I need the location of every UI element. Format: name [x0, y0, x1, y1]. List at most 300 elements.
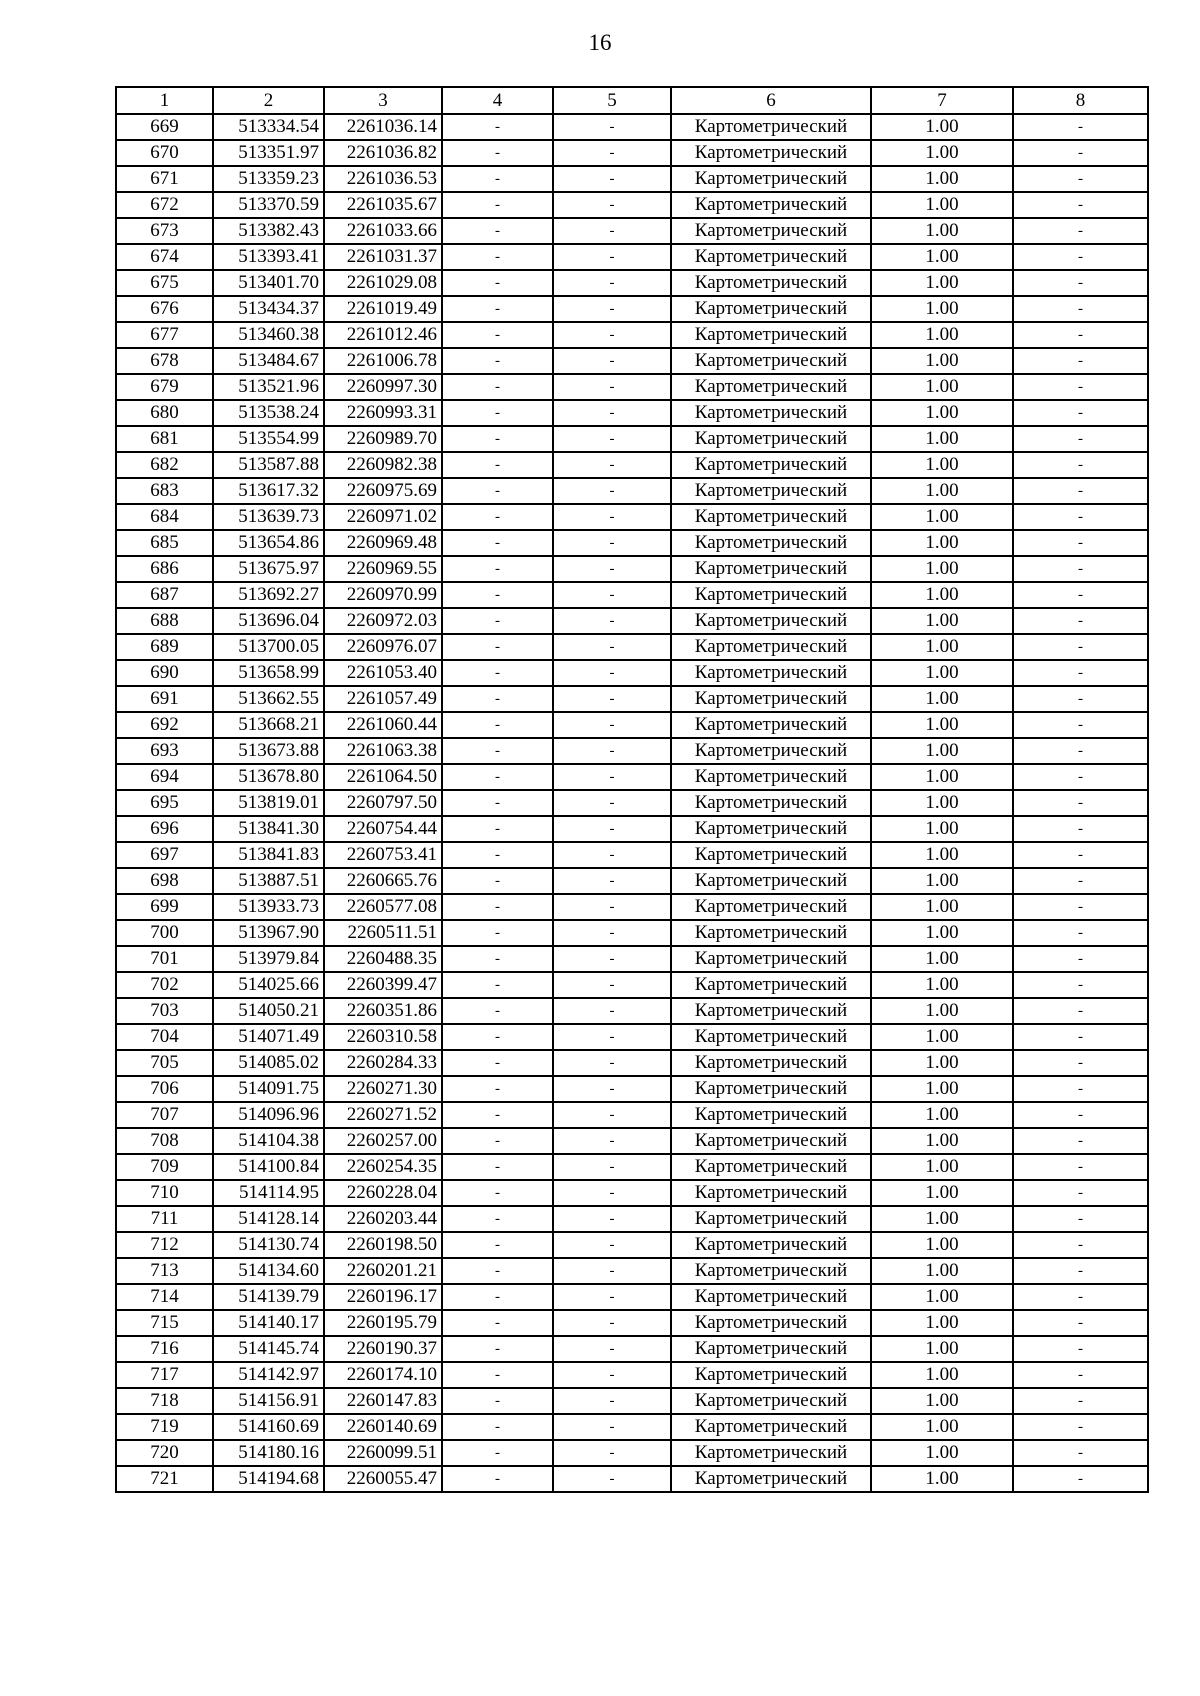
cell-accuracy: 1.00 — [871, 816, 1013, 842]
table-row — [116, 946, 1148, 972]
cell-col-8: - — [1013, 400, 1148, 426]
cell-col-5: - — [553, 1258, 671, 1284]
cell-point-number: 718 — [116, 1388, 213, 1414]
cell-coord-y: 2260147.83 — [324, 1388, 442, 1414]
cell-col-8: - — [1013, 504, 1148, 530]
cell-col-4: - — [442, 114, 553, 140]
table-row — [116, 426, 1148, 452]
table-row — [116, 1154, 1148, 1180]
cell-coord-x: 513841.83 — [213, 842, 324, 868]
column-header: 7 — [871, 87, 1013, 114]
cell-coord-y: 2261064.50 — [324, 764, 442, 790]
cell-point-number: 681 — [116, 426, 213, 452]
cell-method: Картометрический — [671, 244, 871, 270]
cell-col-5: - — [553, 1076, 671, 1102]
cell-point-number: 695 — [116, 790, 213, 816]
cell-col-4: - — [442, 322, 553, 348]
cell-method: Картометрический — [671, 452, 871, 478]
cell-col-8: - — [1013, 1206, 1148, 1232]
cell-col-5: - — [553, 738, 671, 764]
cell-coord-y: 2260982.38 — [324, 452, 442, 478]
cell-col-5: - — [553, 816, 671, 842]
table-row — [116, 192, 1148, 218]
cell-point-number: 717 — [116, 1362, 213, 1388]
cell-coord-y: 2261029.08 — [324, 270, 442, 296]
cell-method: Картометрический — [671, 1440, 871, 1466]
cell-col-4: - — [442, 1180, 553, 1206]
cell-accuracy: 1.00 — [871, 140, 1013, 166]
cell-col-4: - — [442, 504, 553, 530]
cell-accuracy: 1.00 — [871, 114, 1013, 140]
cell-accuracy: 1.00 — [871, 634, 1013, 660]
table-row — [116, 1024, 1148, 1050]
cell-col-5: - — [553, 1180, 671, 1206]
cell-coord-x: 513678.80 — [213, 764, 324, 790]
cell-col-5: - — [553, 166, 671, 192]
cell-point-number: 688 — [116, 608, 213, 634]
cell-method: Картометрический — [671, 1050, 871, 1076]
cell-coord-x: 513819.01 — [213, 790, 324, 816]
table-row — [116, 452, 1148, 478]
cell-accuracy: 1.00 — [871, 244, 1013, 270]
table-row — [116, 1466, 1148, 1492]
cell-method: Картометрический — [671, 816, 871, 842]
table-row — [116, 1232, 1148, 1258]
cell-accuracy: 1.00 — [871, 1154, 1013, 1180]
cell-accuracy: 1.00 — [871, 530, 1013, 556]
cell-coord-x: 514134.60 — [213, 1258, 324, 1284]
cell-point-number: 702 — [116, 972, 213, 998]
cell-col-5: - — [553, 686, 671, 712]
cell-col-5: - — [553, 1414, 671, 1440]
cell-coord-x: 513639.73 — [213, 504, 324, 530]
cell-accuracy: 1.00 — [871, 686, 1013, 712]
cell-col-8: - — [1013, 452, 1148, 478]
cell-coord-y: 2260228.04 — [324, 1180, 442, 1206]
cell-col-5: - — [553, 400, 671, 426]
cell-col-5: - — [553, 998, 671, 1024]
cell-col-4: - — [442, 1076, 553, 1102]
cell-col-8: - — [1013, 244, 1148, 270]
table-row — [116, 1310, 1148, 1336]
cell-point-number: 712 — [116, 1232, 213, 1258]
cell-coord-y: 2260310.58 — [324, 1024, 442, 1050]
cell-col-4: - — [442, 218, 553, 244]
cell-coord-x: 513662.55 — [213, 686, 324, 712]
cell-method: Картометрический — [671, 1076, 871, 1102]
table-body — [116, 114, 1148, 1492]
cell-accuracy: 1.00 — [871, 192, 1013, 218]
cell-point-number: 670 — [116, 140, 213, 166]
cell-col-4: - — [442, 478, 553, 504]
cell-accuracy: 1.00 — [871, 894, 1013, 920]
cell-coord-y: 2260753.41 — [324, 842, 442, 868]
cell-col-5: - — [553, 1362, 671, 1388]
cell-coord-y: 2260797.50 — [324, 790, 442, 816]
cell-col-8: - — [1013, 322, 1148, 348]
table-row — [116, 322, 1148, 348]
cell-coord-x: 514145.74 — [213, 1336, 324, 1362]
cell-method: Картометрический — [671, 1336, 871, 1362]
cell-coord-y: 2260257.00 — [324, 1128, 442, 1154]
cell-coord-x: 514091.75 — [213, 1076, 324, 1102]
cell-method: Картометрический — [671, 790, 871, 816]
cell-col-4: - — [442, 790, 553, 816]
cell-point-number: 699 — [116, 894, 213, 920]
cell-col-8: - — [1013, 868, 1148, 894]
cell-col-4: - — [442, 816, 553, 842]
cell-col-4: - — [442, 374, 553, 400]
table-row — [116, 764, 1148, 790]
cell-coord-x: 514096.96 — [213, 1102, 324, 1128]
cell-col-4: - — [442, 244, 553, 270]
cell-coord-x: 514130.74 — [213, 1232, 324, 1258]
cell-method: Картометрический — [671, 998, 871, 1024]
cell-accuracy: 1.00 — [871, 400, 1013, 426]
table-row — [116, 504, 1148, 530]
cell-col-8: - — [1013, 1466, 1148, 1492]
table-row — [116, 868, 1148, 894]
cell-col-4: - — [442, 660, 553, 686]
cell-col-8: - — [1013, 1336, 1148, 1362]
cell-method: Картометрический — [671, 946, 871, 972]
table-row — [116, 1362, 1148, 1388]
cell-method: Картометрический — [671, 400, 871, 426]
cell-col-4: - — [442, 1258, 553, 1284]
cell-point-number: 706 — [116, 1076, 213, 1102]
cell-accuracy: 1.00 — [871, 868, 1013, 894]
cell-coord-y: 2261060.44 — [324, 712, 442, 738]
cell-method: Картометрический — [671, 660, 871, 686]
table-row — [116, 1206, 1148, 1232]
cell-col-4: - — [442, 1024, 553, 1050]
cell-col-4: - — [442, 1232, 553, 1258]
cell-accuracy: 1.00 — [871, 712, 1013, 738]
cell-col-5: - — [553, 894, 671, 920]
cell-coord-y: 2260271.52 — [324, 1102, 442, 1128]
cell-col-5: - — [553, 556, 671, 582]
cell-coord-x: 513654.86 — [213, 530, 324, 556]
cell-accuracy: 1.00 — [871, 608, 1013, 634]
cell-point-number: 693 — [116, 738, 213, 764]
cell-col-8: - — [1013, 1102, 1148, 1128]
table-row — [116, 712, 1148, 738]
cell-point-number: 687 — [116, 582, 213, 608]
cell-col-4: - — [442, 1206, 553, 1232]
cell-point-number: 704 — [116, 1024, 213, 1050]
cell-col-8: - — [1013, 686, 1148, 712]
cell-accuracy: 1.00 — [871, 426, 1013, 452]
table-row — [116, 296, 1148, 322]
cell-point-number: 715 — [116, 1310, 213, 1336]
cell-col-4: - — [442, 1440, 553, 1466]
cell-coord-x: 513554.99 — [213, 426, 324, 452]
cell-method: Картометрический — [671, 634, 871, 660]
cell-coord-x: 513434.37 — [213, 296, 324, 322]
cell-method: Картометрический — [671, 348, 871, 374]
table-row — [116, 1336, 1148, 1362]
cell-coord-y: 2261019.49 — [324, 296, 442, 322]
cell-col-5: - — [553, 296, 671, 322]
cell-coord-x: 514128.14 — [213, 1206, 324, 1232]
cell-coord-x: 514114.95 — [213, 1180, 324, 1206]
cell-accuracy: 1.00 — [871, 348, 1013, 374]
cell-accuracy: 1.00 — [871, 920, 1013, 946]
cell-col-8: - — [1013, 1076, 1148, 1102]
cell-col-8: - — [1013, 478, 1148, 504]
cell-col-4: - — [442, 842, 553, 868]
cell-col-8: - — [1013, 1258, 1148, 1284]
cell-accuracy: 1.00 — [871, 1258, 1013, 1284]
cell-point-number: 685 — [116, 530, 213, 556]
cell-accuracy: 1.00 — [871, 270, 1013, 296]
cell-col-8: - — [1013, 816, 1148, 842]
table-row — [116, 556, 1148, 582]
cell-method: Картометрический — [671, 1388, 871, 1414]
cell-col-5: - — [553, 244, 671, 270]
table-header-row — [116, 87, 1148, 114]
cell-col-8: - — [1013, 1414, 1148, 1440]
cell-col-4: - — [442, 894, 553, 920]
cell-accuracy: 1.00 — [871, 946, 1013, 972]
cell-col-4: - — [442, 1466, 553, 1492]
table-row — [116, 1128, 1148, 1154]
cell-col-8: - — [1013, 1128, 1148, 1154]
cell-col-8: - — [1013, 1050, 1148, 1076]
cell-col-5: - — [553, 712, 671, 738]
cell-col-8: - — [1013, 1180, 1148, 1206]
cell-coord-x: 513668.21 — [213, 712, 324, 738]
cell-point-number: 671 — [116, 166, 213, 192]
cell-accuracy: 1.00 — [871, 322, 1013, 348]
cell-point-number: 689 — [116, 634, 213, 660]
cell-method: Картометрический — [671, 530, 871, 556]
cell-col-5: - — [553, 1440, 671, 1466]
cell-point-number: 673 — [116, 218, 213, 244]
cell-col-8: - — [1013, 972, 1148, 998]
cell-method: Картометрический — [671, 1024, 871, 1050]
cell-method: Картометрический — [671, 504, 871, 530]
cell-method: Картометрический — [671, 972, 871, 998]
cell-method: Картометрический — [671, 1258, 871, 1284]
cell-method: Картометрический — [671, 1466, 871, 1492]
table-row — [116, 400, 1148, 426]
column-header: 3 — [324, 87, 442, 114]
cell-method: Картометрический — [671, 738, 871, 764]
cell-accuracy: 1.00 — [871, 1284, 1013, 1310]
table-row — [116, 270, 1148, 296]
cell-col-4: - — [442, 296, 553, 322]
table-row — [116, 1076, 1148, 1102]
cell-point-number: 686 — [116, 556, 213, 582]
cell-col-8: - — [1013, 530, 1148, 556]
cell-point-number: 676 — [116, 296, 213, 322]
cell-col-5: - — [553, 374, 671, 400]
cell-coord-y: 2260665.76 — [324, 868, 442, 894]
cell-coord-x: 513841.30 — [213, 816, 324, 842]
cell-accuracy: 1.00 — [871, 738, 1013, 764]
cell-point-number: 669 — [116, 114, 213, 140]
table-row — [116, 1180, 1148, 1206]
column-header: 8 — [1013, 87, 1148, 114]
cell-col-5: - — [553, 634, 671, 660]
cell-col-4: - — [442, 920, 553, 946]
cell-coord-y: 2260972.03 — [324, 608, 442, 634]
cell-accuracy: 1.00 — [871, 764, 1013, 790]
cell-coord-y: 2260997.30 — [324, 374, 442, 400]
cell-col-4: - — [442, 972, 553, 998]
cell-coord-y: 2260055.47 — [324, 1466, 442, 1492]
cell-col-4: - — [442, 452, 553, 478]
cell-coord-y: 2260254.35 — [324, 1154, 442, 1180]
cell-accuracy: 1.00 — [871, 1024, 1013, 1050]
cell-col-5: - — [553, 452, 671, 478]
cell-coord-y: 2261036.53 — [324, 166, 442, 192]
cell-coord-y: 2260970.99 — [324, 582, 442, 608]
cell-col-4: - — [442, 1414, 553, 1440]
cell-accuracy: 1.00 — [871, 1414, 1013, 1440]
cell-coord-x: 514139.79 — [213, 1284, 324, 1310]
table-row — [116, 244, 1148, 270]
cell-col-5: - — [553, 114, 671, 140]
cell-coord-x: 514025.66 — [213, 972, 324, 998]
cell-accuracy: 1.00 — [871, 1102, 1013, 1128]
cell-col-8: - — [1013, 556, 1148, 582]
cell-method: Картометрический — [671, 868, 871, 894]
cell-coord-x: 514104.38 — [213, 1128, 324, 1154]
cell-accuracy: 1.00 — [871, 660, 1013, 686]
cell-method: Картометрический — [671, 764, 871, 790]
cell-col-8: - — [1013, 920, 1148, 946]
cell-col-5: - — [553, 790, 671, 816]
table-row — [116, 894, 1148, 920]
cell-col-5: - — [553, 140, 671, 166]
cell-col-4: - — [442, 686, 553, 712]
cell-coord-x: 513967.90 — [213, 920, 324, 946]
cell-accuracy: 1.00 — [871, 296, 1013, 322]
column-header: 1 — [116, 87, 213, 114]
cell-coord-x: 513359.23 — [213, 166, 324, 192]
cell-point-number: 684 — [116, 504, 213, 530]
cell-accuracy: 1.00 — [871, 504, 1013, 530]
cell-coord-x: 513675.97 — [213, 556, 324, 582]
cell-col-5: - — [553, 504, 671, 530]
cell-col-8: - — [1013, 946, 1148, 972]
cell-accuracy: 1.00 — [871, 374, 1013, 400]
cell-point-number: 719 — [116, 1414, 213, 1440]
cell-accuracy: 1.00 — [871, 452, 1013, 478]
table-row — [116, 1258, 1148, 1284]
cell-col-5: - — [553, 946, 671, 972]
cell-col-8: - — [1013, 426, 1148, 452]
cell-coord-y: 2260196.17 — [324, 1284, 442, 1310]
cell-col-8: - — [1013, 1024, 1148, 1050]
cell-col-8: - — [1013, 192, 1148, 218]
table-row — [116, 530, 1148, 556]
cell-col-8: - — [1013, 1284, 1148, 1310]
cell-point-number: 672 — [116, 192, 213, 218]
cell-coord-y: 2260969.55 — [324, 556, 442, 582]
cell-col-8: - — [1013, 712, 1148, 738]
cell-coord-y: 2260190.37 — [324, 1336, 442, 1362]
cell-method: Картометрический — [671, 1180, 871, 1206]
cell-accuracy: 1.00 — [871, 1076, 1013, 1102]
cell-coord-x: 514180.16 — [213, 1440, 324, 1466]
cell-coord-y: 2260971.02 — [324, 504, 442, 530]
cell-col-4: - — [442, 1388, 553, 1414]
cell-coord-x: 513334.54 — [213, 114, 324, 140]
cell-col-5: - — [553, 1206, 671, 1232]
cell-coord-x: 513700.05 — [213, 634, 324, 660]
cell-point-number: 708 — [116, 1128, 213, 1154]
cell-col-5: - — [553, 1024, 671, 1050]
cell-accuracy: 1.00 — [871, 972, 1013, 998]
cell-col-8: - — [1013, 660, 1148, 686]
cell-accuracy: 1.00 — [871, 1336, 1013, 1362]
cell-point-number: 711 — [116, 1206, 213, 1232]
cell-coord-y: 2260201.21 — [324, 1258, 442, 1284]
cell-coord-y: 2260989.70 — [324, 426, 442, 452]
table-row — [116, 348, 1148, 374]
cell-accuracy: 1.00 — [871, 166, 1013, 192]
cell-coord-y: 2261057.49 — [324, 686, 442, 712]
cell-coord-y: 2260975.69 — [324, 478, 442, 504]
cell-col-5: - — [553, 1388, 671, 1414]
cell-coord-y: 2260351.86 — [324, 998, 442, 1024]
cell-coord-y: 2260511.51 — [324, 920, 442, 946]
cell-point-number: 690 — [116, 660, 213, 686]
cell-col-8: - — [1013, 1362, 1148, 1388]
cell-col-8: - — [1013, 140, 1148, 166]
column-header: 5 — [553, 87, 671, 114]
cell-accuracy: 1.00 — [871, 790, 1013, 816]
cell-point-number: 721 — [116, 1466, 213, 1492]
cell-method: Картометрический — [671, 1128, 871, 1154]
table-row — [116, 972, 1148, 998]
cell-coord-y: 2261012.46 — [324, 322, 442, 348]
cell-accuracy: 1.00 — [871, 218, 1013, 244]
cell-point-number: 680 — [116, 400, 213, 426]
column-header: 2 — [213, 87, 324, 114]
cell-col-5: - — [553, 582, 671, 608]
cell-method: Картометрический — [671, 114, 871, 140]
table-row — [116, 1050, 1148, 1076]
cell-col-5: - — [553, 920, 671, 946]
cell-point-number: 682 — [116, 452, 213, 478]
cell-coord-x: 513460.38 — [213, 322, 324, 348]
cell-method: Картометрический — [671, 296, 871, 322]
cell-coord-y: 2261036.82 — [324, 140, 442, 166]
cell-method: Картометрический — [671, 270, 871, 296]
cell-col-8: - — [1013, 582, 1148, 608]
table-row — [116, 660, 1148, 686]
cell-coord-x: 513351.97 — [213, 140, 324, 166]
cell-coord-y: 2261053.40 — [324, 660, 442, 686]
cell-coord-y: 2261036.14 — [324, 114, 442, 140]
cell-col-5: - — [553, 1336, 671, 1362]
cell-col-4: - — [442, 1102, 553, 1128]
cell-coord-x: 513658.99 — [213, 660, 324, 686]
cell-coord-x: 513393.41 — [213, 244, 324, 270]
cell-col-4: - — [442, 608, 553, 634]
cell-coord-y: 2260399.47 — [324, 972, 442, 998]
table-row — [116, 582, 1148, 608]
cell-point-number: 720 — [116, 1440, 213, 1466]
cell-method: Картометрический — [671, 218, 871, 244]
cell-method: Картометрический — [671, 608, 871, 634]
table-row — [116, 686, 1148, 712]
cell-coord-x: 514050.21 — [213, 998, 324, 1024]
